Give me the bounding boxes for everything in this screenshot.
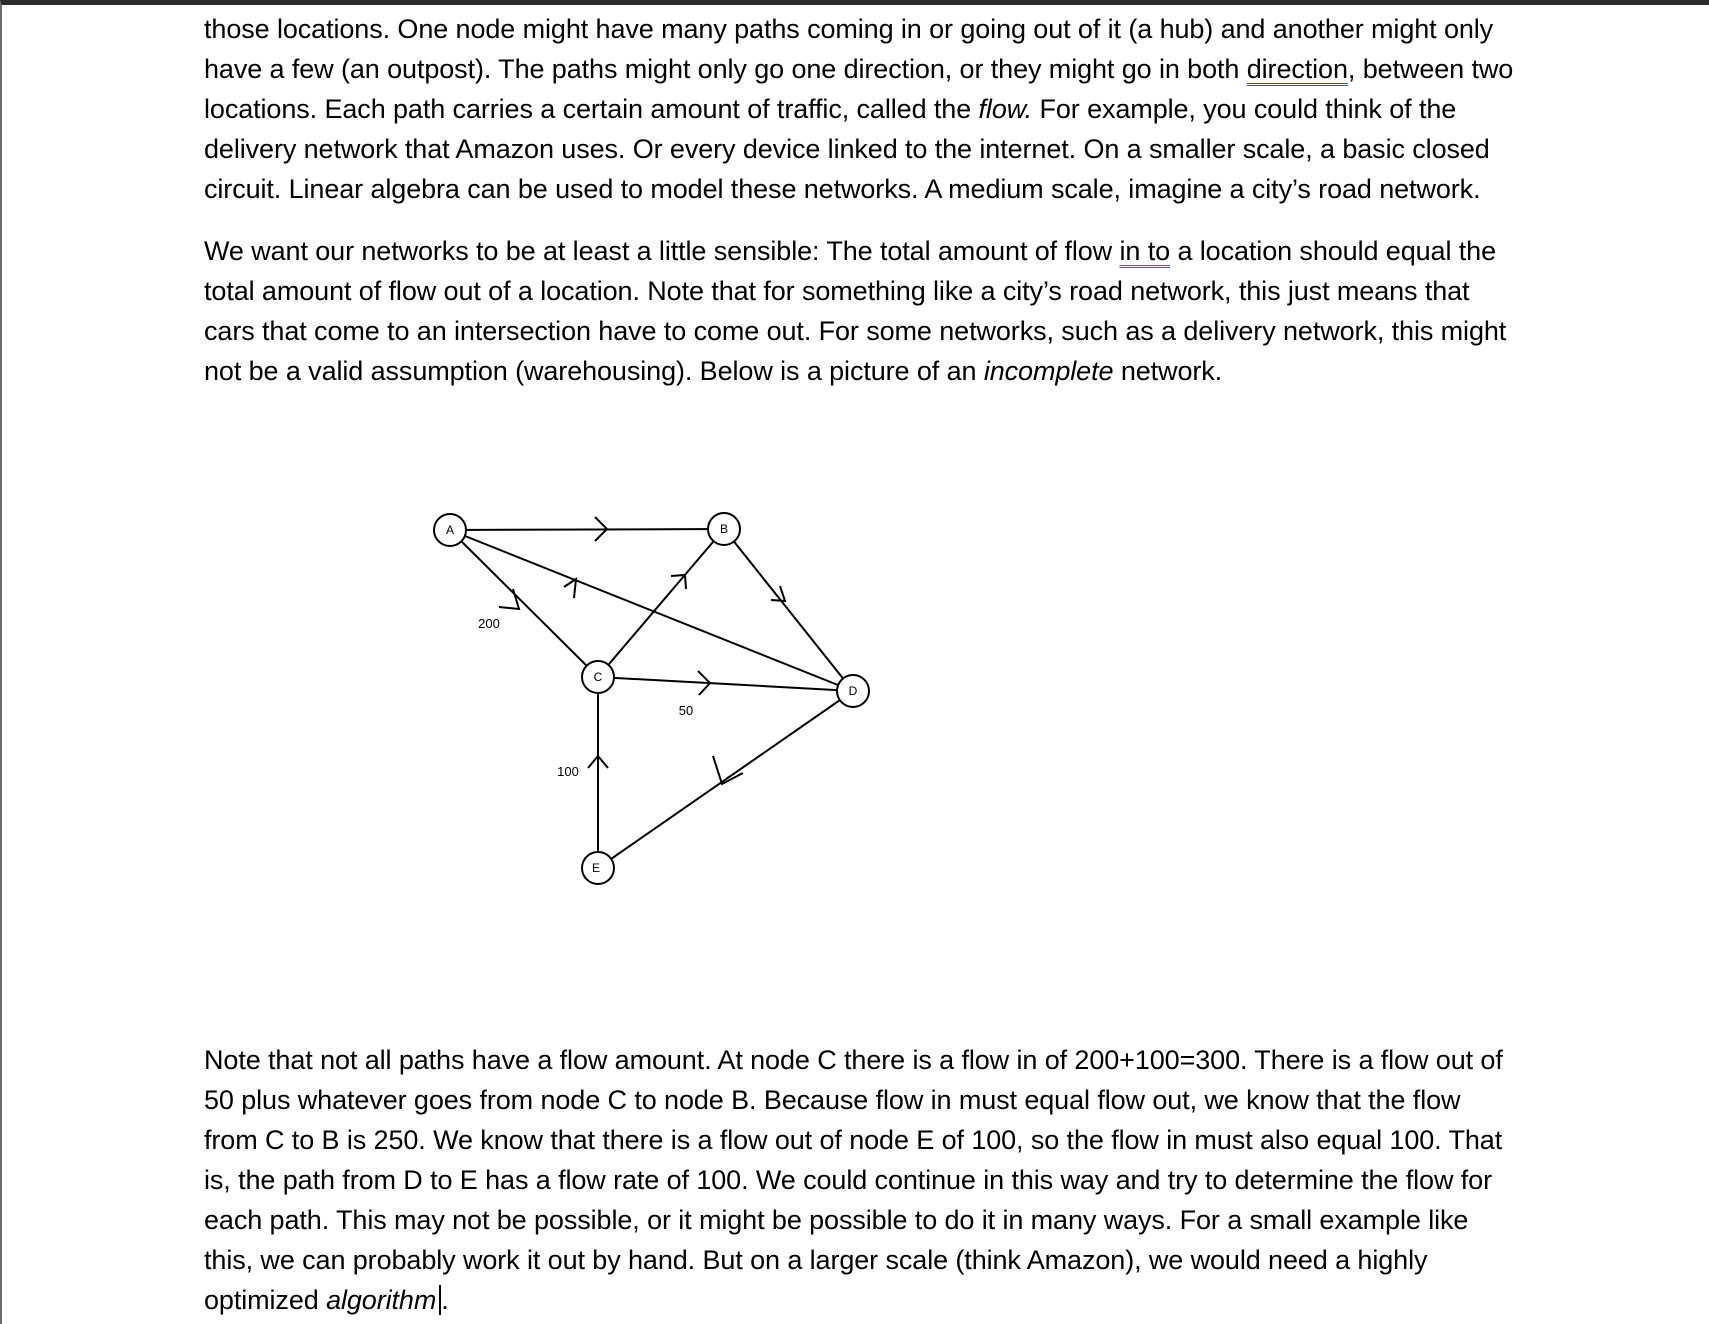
network-diagram (422, 500, 902, 900)
paragraph-flow-conservation: We want our networks to be at least a little sensible: The total amount of flow in to a location should equal the total amount of flow out of a location. Note that for something like a city’s road network, this just means that cars that come to an intersection have to come out. For some networks, such as a delivery network, this might not be a valid assumption (warehousing). Below is a picture of an incomplete network. (204, 236, 1507, 386)
paragraph-flow-example: Note that not all paths have a flow amount. At node C there is a flow in of 200+100=300. There is a flow out of 50 plus whatever goes from node C to node B. Because flow in must equal flow out, we know that the flow from C to B is 250. We know that there is a flow out of node E of 100, so the flow in must also equal 100. That is, the path from D to E has a flow rate of 100. We could continue in this way and try to determine the flow for each path. This may not be possible, or it might be possible to do it in many ways. For a small example like this, we can probably work it out by hand. But on a larger scale (think Amazon), we would need a highly optimized algorithm . (204, 1045, 1503, 1315)
grammar-flag-direction[interactable]: direction (1246, 54, 1348, 84)
edge-a-c (450, 530, 598, 677)
document-page (204, 9, 1514, 1315)
edge-d-a (450, 530, 853, 691)
arrow-b-d (771, 586, 785, 601)
node-label-d: D (848, 684, 858, 698)
grammar-flag-in-to[interactable]: in to (1119, 236, 1171, 266)
edge-b-d (724, 529, 853, 691)
node-label-c: C (593, 670, 603, 684)
node-label-b: B (719, 522, 729, 536)
arrow-a-c (499, 589, 519, 609)
node-label-a: A (445, 523, 455, 537)
edge-a-b (450, 529, 724, 530)
edge-d-e (598, 691, 853, 868)
edge-label-e-c: 100 (557, 764, 579, 779)
arrow-d-a (564, 579, 576, 598)
text-cursor (439, 1285, 441, 1315)
edge-c-b (598, 529, 724, 677)
edge-label-c-d: 50 (678, 703, 694, 718)
node-label-e: E (591, 861, 601, 875)
edge-c-d (598, 677, 853, 691)
paragraph-network-intro: those locations. One node might have many paths coming in or going out of it (a hub) and another might only have a few (an outpost). The paths might only go one direction, or they might go in both direction, between two locations. Each path carries a certain amount of traffic, called the flow. For example, you could think of the delivery network that Amazon uses. Or every device linked to the internet. On a smaller scale, a basic closed circuit. Linear algebra can be used to model these networks. A medium scale, imagine a city’s road network. (204, 14, 1514, 204)
edge-label-a-c: 200 (478, 616, 500, 631)
